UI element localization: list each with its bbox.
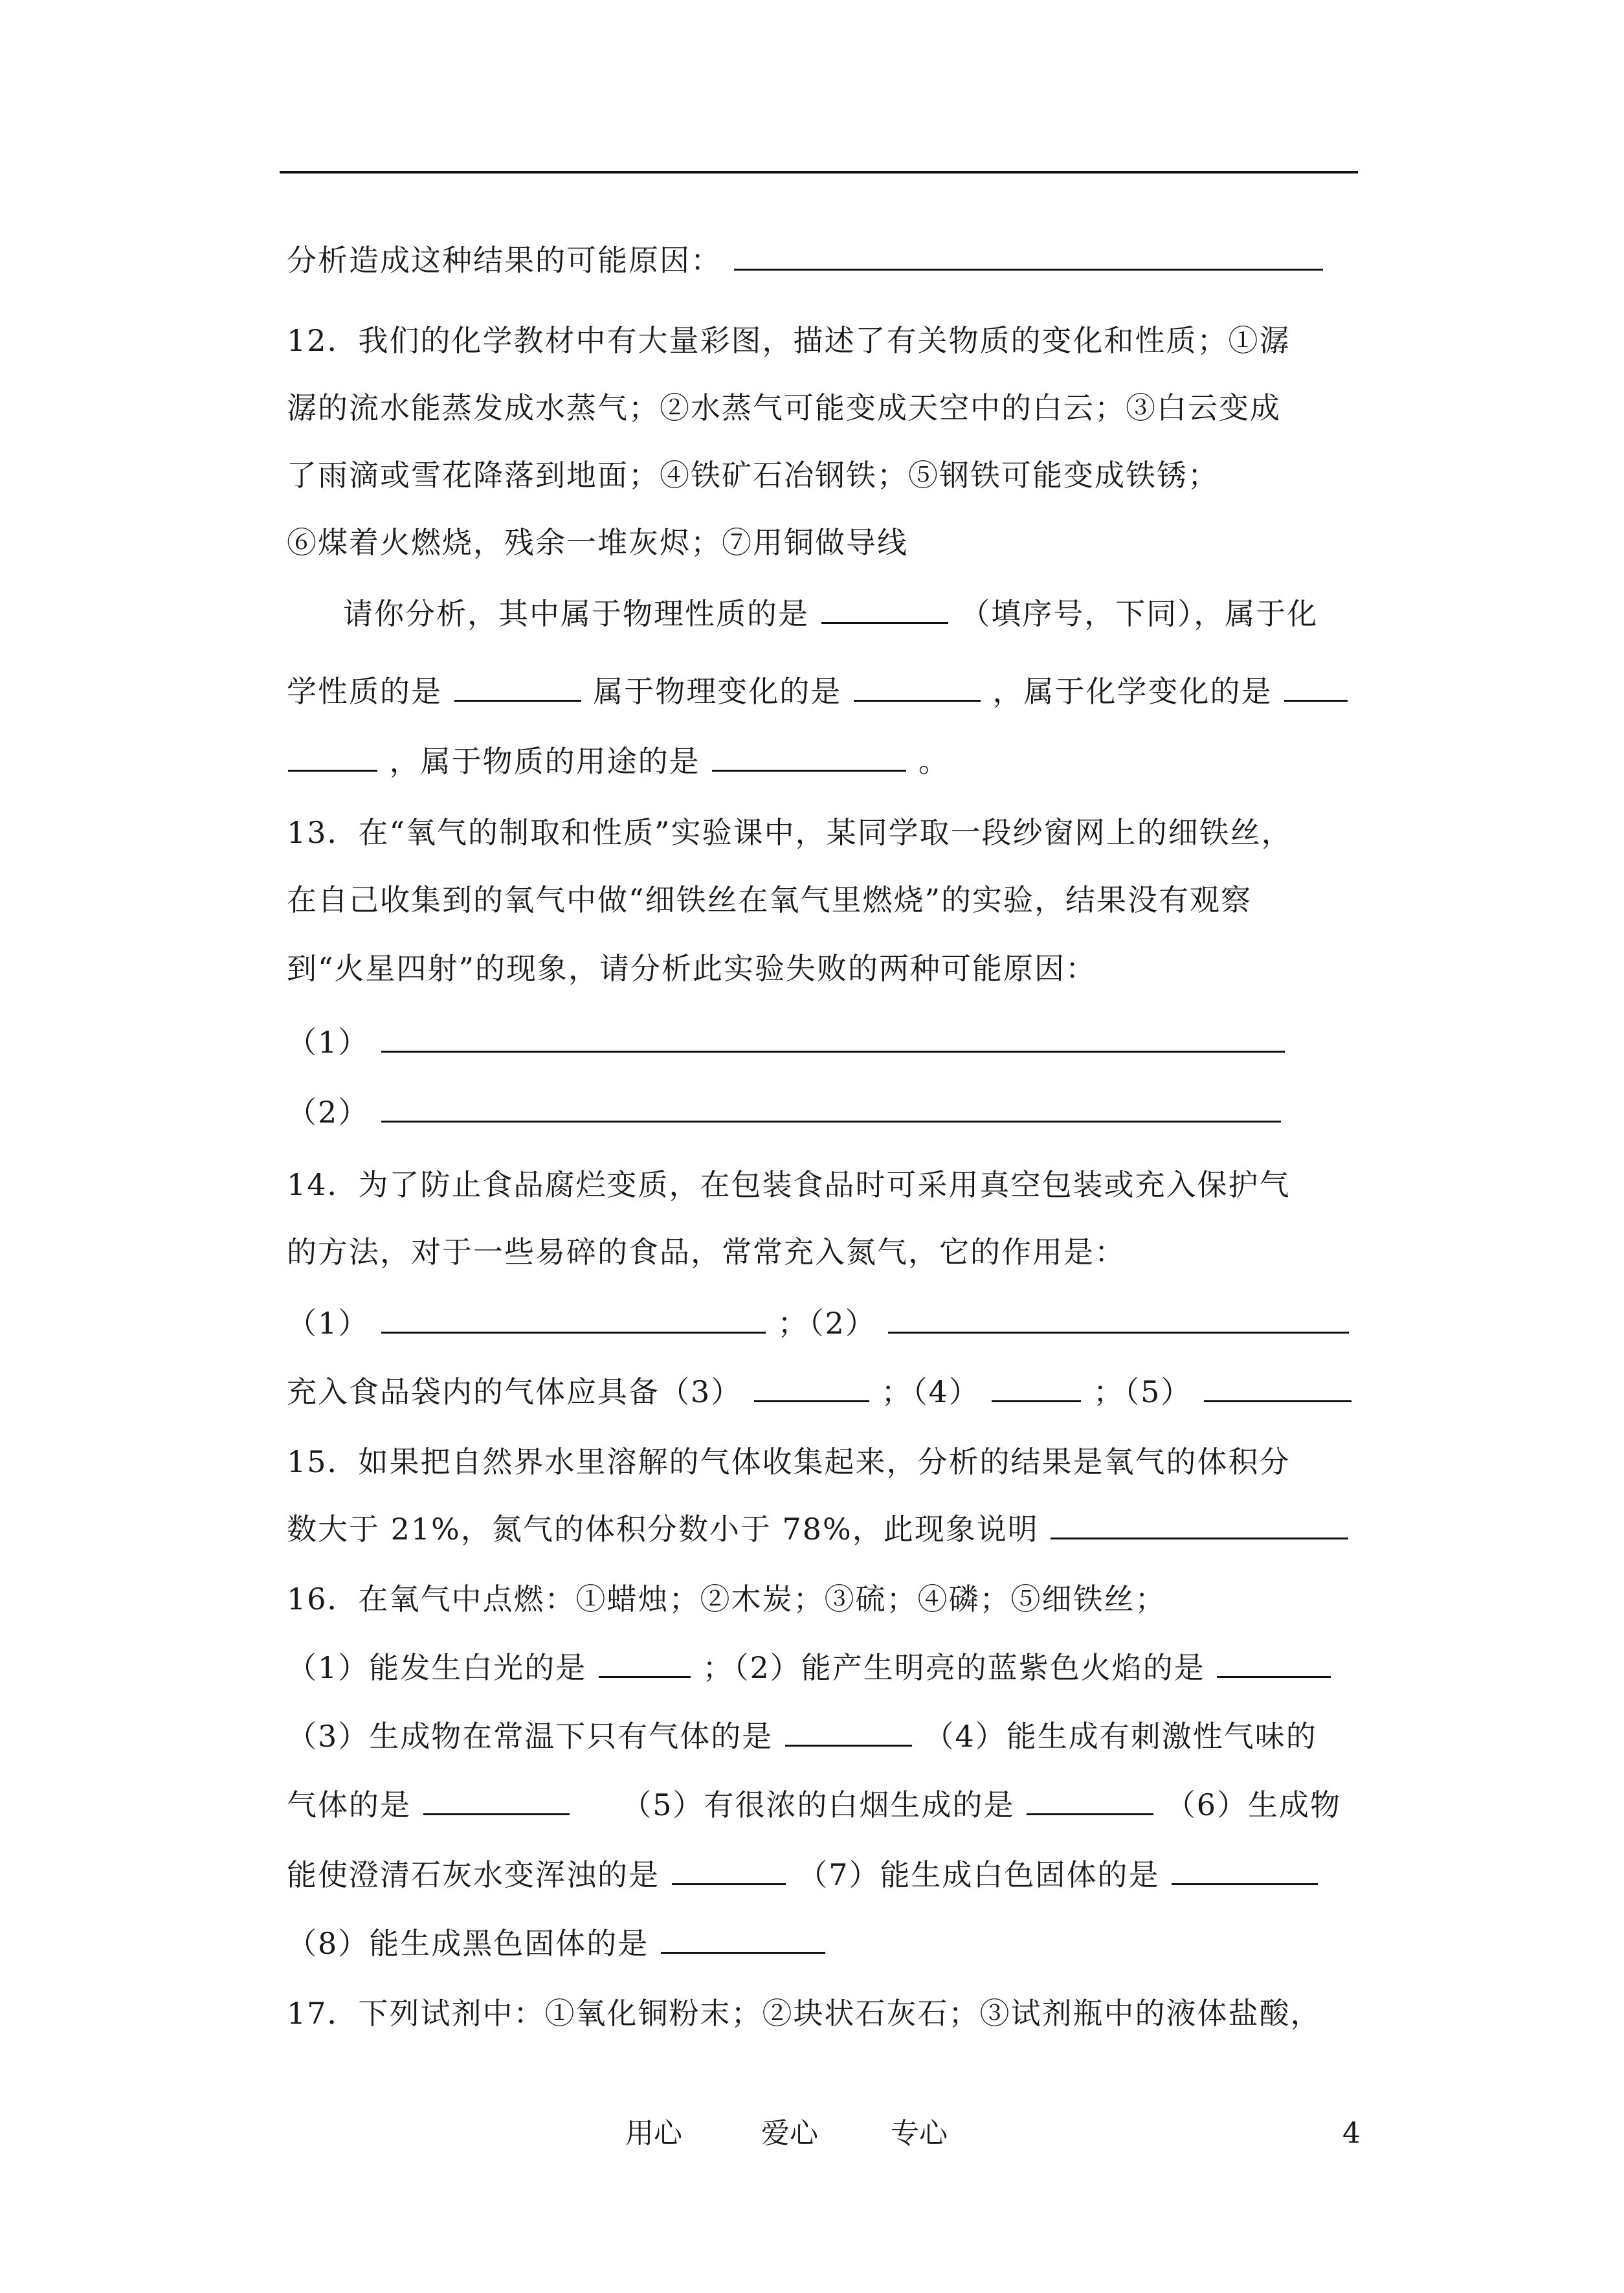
answer-blank[interactable]	[672, 1857, 786, 1885]
q16-sub-question: （3）生成物在常温下只有气体的是	[287, 1719, 773, 1754]
q16-sub-question: （1）能发生白光的是	[287, 1650, 587, 1685]
answer-blank[interactable]	[381, 1025, 1285, 1053]
answer-blank[interactable]	[785, 1719, 912, 1747]
answer-blank[interactable]	[821, 596, 948, 624]
q16-line-4	[287, 1785, 1341, 1824]
q16-sub-question: （6）生成物	[1165, 1787, 1342, 1822]
answer-blank[interactable]	[712, 744, 906, 772]
item-number: （1）	[287, 1025, 370, 1060]
item-number: ；（4）	[881, 1374, 980, 1409]
answer-blank[interactable]	[888, 1306, 1349, 1334]
period: 。	[918, 744, 950, 779]
answer-blank[interactable]	[381, 1095, 1281, 1123]
q14-gas-requirements-label: 充入食品袋内的气体应具备（3）	[287, 1374, 742, 1409]
q16-line-6	[287, 1924, 827, 1963]
answer-blank[interactable]	[423, 1787, 570, 1815]
q14-line-2: 的方法，对于一些易碎的食品，常常充入氮气，它的作用是：	[287, 1235, 1126, 1270]
answer-blank[interactable]	[754, 1374, 869, 1402]
q12-line-7	[287, 742, 950, 781]
q16-line-5	[287, 1855, 1319, 1894]
q13-line-1: 13．在“氧气的制取和性质”实验课中，某同学取一段纱窗网上的细铁丝，	[287, 815, 1293, 850]
item-number: （2）	[287, 1095, 370, 1130]
answer-blank[interactable]	[1204, 1374, 1351, 1402]
text-line	[287, 241, 1324, 280]
q14-line-4	[287, 1372, 1353, 1411]
answer-blank[interactable]	[599, 1650, 691, 1678]
q15-line-1: 15．如果把自然界水里溶解的气体收集起来，分析的结果是氧气的体积分	[287, 1444, 1291, 1479]
q11-reason-label: 分析造成这种结果的可能原因：	[287, 243, 722, 278]
answer-blank[interactable]	[1172, 1857, 1318, 1885]
page-number: 4	[1342, 2117, 1361, 2150]
answer-blank[interactable]	[1051, 1512, 1348, 1539]
answer-blank[interactable]	[288, 744, 377, 772]
q16-line-1: 16．在氧气中点燃：①蜡烛；②木炭；③硫；④磷；⑤细铁丝；	[287, 1582, 1166, 1616]
answer-blank[interactable]	[1217, 1650, 1331, 1678]
q12-line-1: 12．我们的化学教材中有大量彩图，描述了有关物质的变化和性质；①潺	[287, 323, 1291, 358]
q13-answer-1	[287, 1023, 1286, 1062]
q13-answer-2	[287, 1093, 1282, 1132]
q13-line-2: 在自己收集到的氧气中做“细铁丝在氧气里燃烧”的实验，结果没有观察	[287, 882, 1252, 917]
q12-chemical-property-label: 学性质的是	[287, 674, 442, 709]
q12-line-3: 了雨滴或雪花降落到地面；④铁矿石冶钢铁；⑤钢铁可能变成铁锈；	[287, 458, 1219, 493]
q12-chemical-change-label: ，属于化学变化的是	[992, 674, 1273, 709]
header-rule	[280, 171, 1358, 173]
q16-line-2	[287, 1648, 1332, 1687]
q12-line-4: ⑥煤着火燃烧，残余一堆灰烬；⑦用铜做导线	[287, 525, 908, 560]
q12-physical-change-label: 属于物理变化的是	[593, 674, 842, 709]
answer-blank[interactable]	[1027, 1787, 1153, 1815]
item-number: （1）	[287, 1306, 370, 1341]
q16-sub-question: 能使澄清石灰水变浑浊的是	[287, 1857, 660, 1892]
q16-sub-question: （8）能生成黑色固体的是	[287, 1926, 649, 1961]
q12-line-5	[343, 594, 1318, 633]
q13-line-3: 到“火星四射”的现象，请分析此实验失败的两种可能原因：	[287, 951, 1097, 986]
q16-sub-question: （7）能生成白色固体的是	[797, 1857, 1160, 1892]
answer-blank[interactable]	[381, 1306, 766, 1334]
item-number: ；（5）	[1093, 1374, 1192, 1409]
q12-line-6	[287, 672, 1349, 711]
q14-line-3	[287, 1304, 1350, 1343]
q17-line-1: 17．下列试剂中：①氧化铜粉末；②块状石灰石；③试剂瓶中的液体盐酸，	[287, 1996, 1322, 2031]
q12-line-2: 潺的流水能蒸发成水蒸气；②水蒸气可能变成天空中的白云；③白云变成	[287, 390, 1281, 425]
answer-blank[interactable]	[734, 243, 1323, 271]
answer-blank[interactable]	[1284, 674, 1348, 702]
answer-blank[interactable]	[454, 674, 581, 702]
footer-motto-3: 专心	[891, 2117, 948, 2150]
footer-motto-1: 用心	[625, 2117, 682, 2150]
q15-conclusion-label: 数大于 21%，氮气的体积分数小于 78%，此现象说明	[287, 1512, 1039, 1547]
answer-blank[interactable]	[992, 1374, 1081, 1402]
answer-blank[interactable]	[854, 674, 981, 702]
q16-sub-question: 气体的是	[287, 1787, 411, 1822]
footer-motto-2: 爱心	[761, 2117, 818, 2150]
item-number: ；（2）	[777, 1306, 876, 1341]
answer-blank[interactable]	[661, 1926, 825, 1954]
q16-line-3	[287, 1717, 1317, 1756]
q16-sub-question: （5）有很浓的白烟生成的是	[621, 1787, 1015, 1822]
q16-sub-question: （4）能生成有刺激性气味的	[924, 1719, 1317, 1754]
q16-sub-question: ；（2）能产生明亮的蓝紫色火焰的是	[702, 1650, 1205, 1685]
q12-usage-label: ，属于物质的用途的是	[389, 744, 700, 779]
q14-line-1: 14．为了防止食品腐烂变质，在包装食品时可采用真空包装或充入保护气	[287, 1167, 1291, 1202]
q12-instruction: （填序号，下同），属于化	[960, 596, 1318, 631]
q12-physical-property-label: 请你分析，其中属于物理性质的是	[343, 596, 809, 631]
q15-line-2	[287, 1510, 1350, 1549]
